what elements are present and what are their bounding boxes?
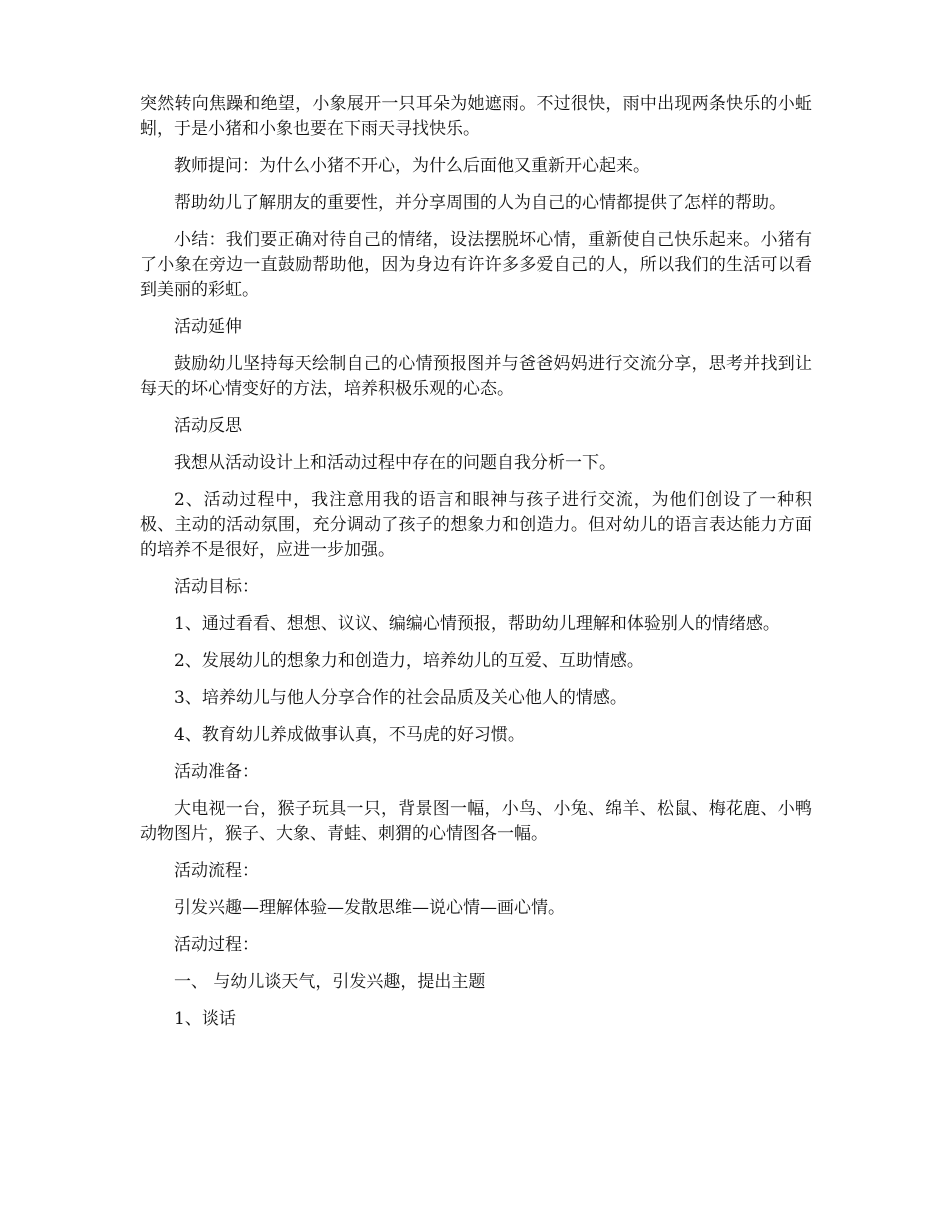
section-heading: 活动反思 [174,416,242,436]
section-heading: 活动目标： [174,577,259,597]
list-item: 3、培养幼儿与他人分享合作的社会品质及关心他人的情感。 [174,688,627,708]
paragraph: 教师提问：为什么小猪不开心，为什么后面他又重新开心起来。 [174,156,650,176]
paragraph: 2、活动过程中，我注意用我的语言和眼神与孩子进行交流，为他们创设了一种积极、主动的活动氛围，充分调动了孩子的想象力和创造力。但对幼儿的语言表达能力方面的培养不是很好，应进一步加强。 [140,490,812,560]
paragraph: 一、 与幼儿谈天气，引发兴趣，提出主题 [174,972,486,992]
section-heading: 活动准备： [174,762,259,782]
paragraph: 帮助幼儿了解朋友的重要性，并分享周围的人为自己的心情都提供了怎样的帮助。 [174,193,786,213]
section-heading: 活动延伸 [174,317,242,337]
paragraph: 引发兴趣—理解体验—发散思维—说心情—画心情。 [174,898,565,918]
paragraph: 大电视一台，猴子玩具一只，背景图一幅，小鸟、小兔、绵羊、松鼠、梅花鹿、小鸭动物图片，猴子、大象、青蛙、刺猬的心情图各一幅。 [140,799,812,844]
paragraph: 1、谈话 [174,1009,236,1029]
paragraph: 突然转向焦躁和绝望，小象展开一只耳朵为她遮雨。不过很快，雨中出现两条快乐的小蚯蚓，于是小猪和小象也要在下雨天寻找快乐。 [140,94,812,139]
list-item: 1、通过看看、想想、议议、编编心情预报，帮助幼儿理解和体验别人的情绪感。 [174,614,780,634]
paragraph: 我想从活动设计上和活动过程中存在的问题自我分析一下。 [174,453,616,473]
list-item: 4、教育幼儿养成做事认真，不马虎的好习惯。 [174,725,525,745]
section-heading: 活动流程： [174,861,259,881]
paragraph: 鼓励幼儿坚持每天绘制自己的心情预报图并与爸爸妈妈进行交流分享，思考并找到让每天的坏心情变好的方法，培养积极乐观的心态。 [140,354,812,399]
paragraph: 小结：我们要正确对待自己的情绪，设法摆脱坏心情，重新使自己快乐起来。小猪有了小象在旁边一直鼓励帮助他，因为身边有许许多多爱自己的人，所以我们的生活可以看到美丽的彩虹。 [140,230,812,300]
list-item: 2、发展幼儿的想象力和创造力，培养幼儿的互爱、互助情感。 [174,651,644,671]
document-body [140,92,812,1044]
section-heading: 活动过程： [174,935,259,955]
